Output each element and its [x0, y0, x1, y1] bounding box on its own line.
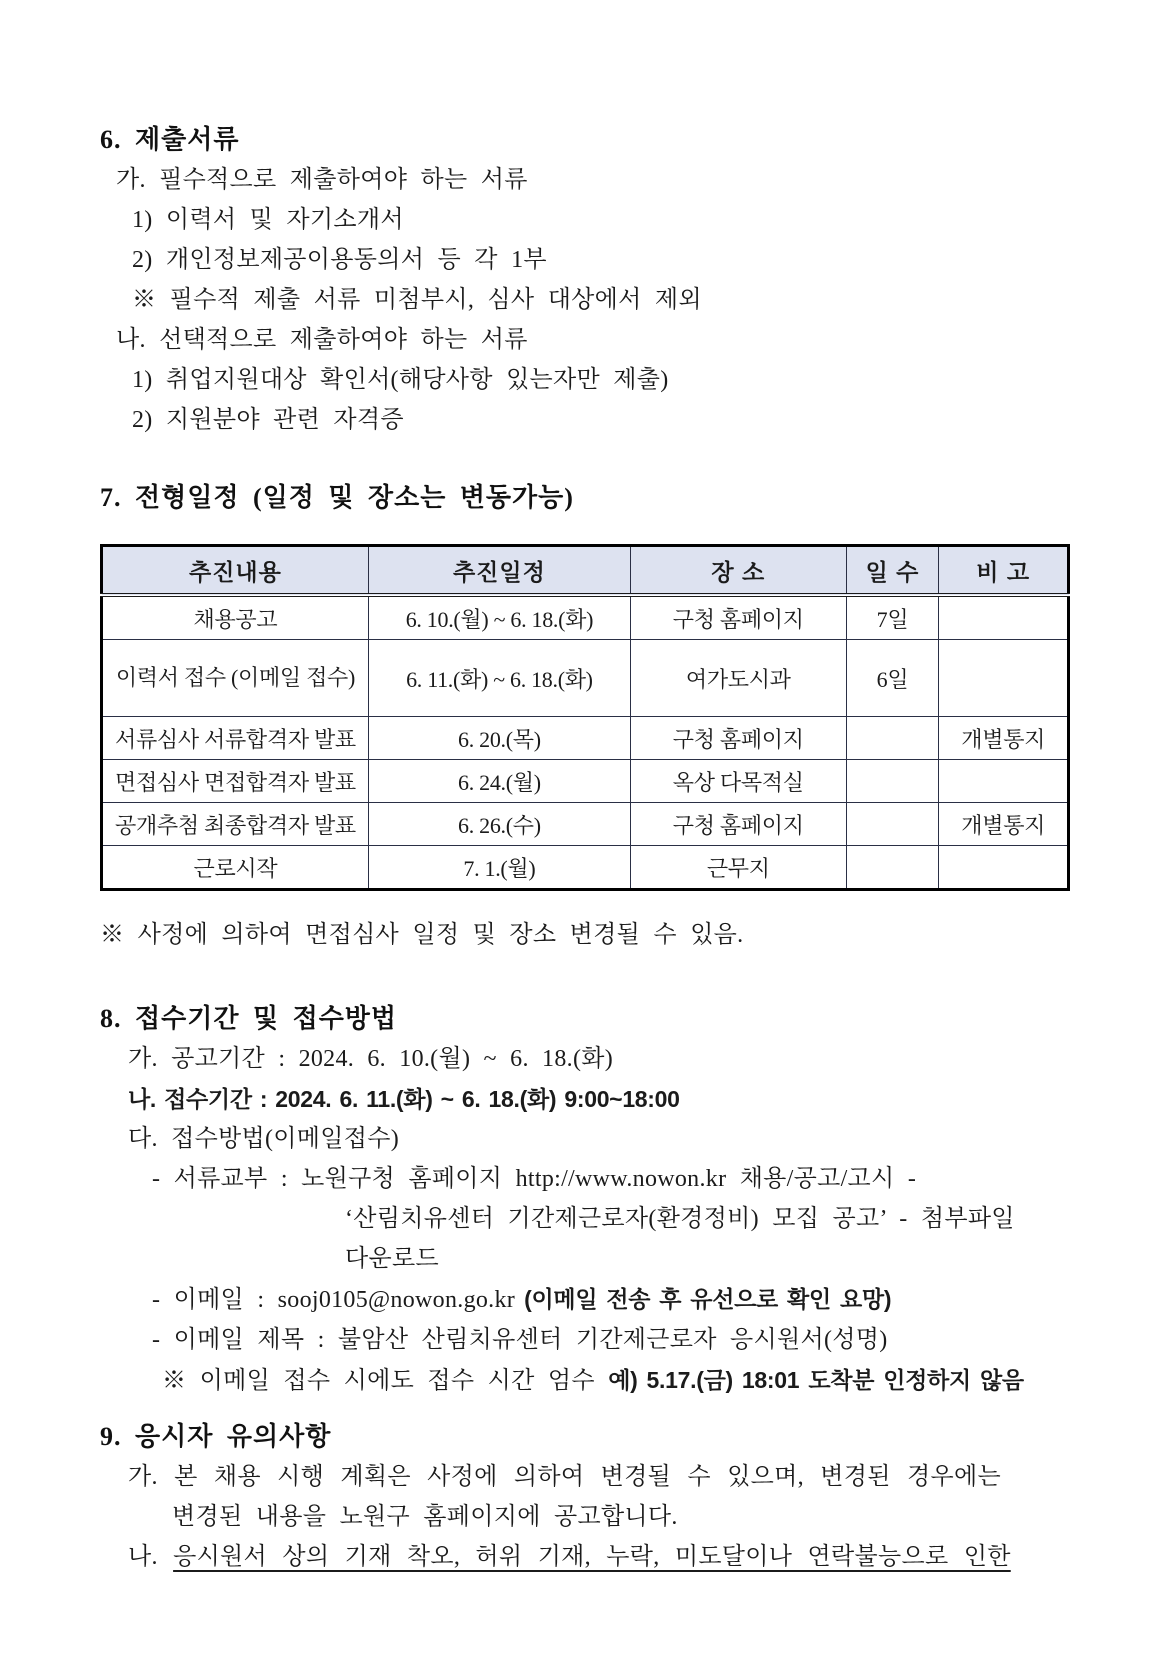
email-warning-bold: (이메일 전송 후 유선으로 확인 요망) [515, 1286, 892, 1312]
table-row [102, 717, 1069, 760]
application-method-line: 다. 접수방법(이메일접수) [128, 1126, 400, 1152]
table-cell: 채용공고 [102, 595, 369, 640]
table-cell: 근무지 [630, 846, 846, 890]
table-row [102, 846, 1069, 890]
section-9-title: 9. 응시자 유의사항 [100, 1422, 332, 1451]
table-cell: 7. 1.(월) [368, 846, 630, 890]
notice-period-line: 가. 공고기간 : 2024. 6. 10.(월) ~ 6. 18.(화) [128, 1046, 614, 1072]
table-cell: 구청 홈페이지 [630, 595, 846, 640]
table-row [102, 640, 1069, 717]
document-download-line [100, 1159, 1085, 1199]
table-cell [939, 640, 1069, 717]
table-cell: 서류심사 서류합격자 발표 [102, 717, 369, 760]
table-cell: 옥상 다목적실 [630, 760, 846, 803]
caution-line-2: 변경된 내용을 노원구 홈페이지에 공고합니다. [172, 1504, 678, 1530]
table-cell: 공개추첨 최종합격자 발표 [102, 803, 369, 846]
table-header-cell: 추진내용 [102, 546, 369, 596]
table-cell: 6일 [846, 640, 939, 717]
table-cell: 6. 26.(수) [368, 803, 630, 846]
application-period-line: 나. 접수기간 : 2024. 6. 11.(화) ~ 6. 18.(화) 9:00~18:00 [128, 1086, 680, 1112]
section-7 [100, 478, 1085, 955]
table-cell [846, 846, 939, 890]
document-download-wrap-line: ‘산림치유센터 기간제근로자(환경정비) 모집 공고’ - 첨부파일 [345, 1206, 1015, 1232]
table-cell: 구청 홈페이지 [630, 717, 846, 760]
table-row [102, 595, 1069, 640]
table-header-row [102, 546, 1069, 596]
section-6 [100, 120, 1085, 440]
email-deadline-prefix: ※ 이메일 접수 시에도 접수 시간 엄수 [162, 1368, 609, 1394]
section-8 [100, 999, 1085, 1401]
section-7-title: 7. 전형일정 (일정 및 장소는 변동가능) [100, 483, 574, 512]
document-download-last-line: 다운로드 [345, 1246, 439, 1272]
section-6-line-note: ※ 필수적 제출 서류 미첨부시, 심사 대상에서 제외 [132, 287, 702, 313]
section-6-title: 6. 제출서류 [100, 125, 240, 154]
schedule-change-note: ※ 사정에 의하여 면접심사 일정 및 장소 변경될 수 있음. [100, 922, 744, 948]
table-cell [939, 595, 1069, 640]
email-subject-line: - 이메일 제목 : 불암산 산림치유센터 기간제근로자 응시원서(성명) [152, 1327, 888, 1353]
section-6-line-2: 2) 개인정보제공이용동의서 등 각 1부 [132, 247, 547, 273]
table-header-cell: 일 수 [846, 546, 939, 596]
caution-line-3-prefix: 나. [128, 1544, 174, 1570]
schedule-table [100, 544, 1070, 891]
email-deadline-bold: 예) 5.17.(금) 18:01 도착분 인정하지 않음 [608, 1367, 1024, 1393]
table-cell: 6. 24.(월) [368, 760, 630, 803]
table-cell [939, 760, 1069, 803]
section-6-line-1: 1) 이력서 및 자기소개서 [132, 207, 404, 233]
section-6-line-4: 2) 지원분야 관련 자격증 [132, 407, 404, 433]
table-cell [846, 803, 939, 846]
table-cell: 6. 20.(목) [368, 717, 630, 760]
table-cell: 근로시작 [102, 846, 369, 890]
table-header-cell: 추진일정 [368, 546, 630, 596]
table-row [102, 760, 1069, 803]
table-cell: 면접심사 면접합격자 발표 [102, 760, 369, 803]
section-6-line-3: 1) 취업지원대상 확인서(해당사항 있는자만 제출) [132, 367, 669, 393]
document-download-prefix: - 서류교부 : 노원구청 홈페이지 [152, 1166, 516, 1192]
email-deadline-note [100, 1360, 1085, 1401]
email-address-text: sooj0105@nowon.go.kr [277, 1287, 516, 1313]
table-header-cell: 장 소 [630, 546, 846, 596]
table-cell [939, 846, 1069, 890]
table-cell: 구청 홈페이지 [630, 803, 846, 846]
document-download-suffix: 채용/공고/고시 - [726, 1166, 917, 1192]
section-6-line-ga: 가. 필수적으로 제출하여야 하는 서류 [116, 167, 528, 193]
table-cell [846, 760, 939, 803]
section-8-title: 8. 접수기간 및 접수방법 [100, 1004, 398, 1033]
caution-line-3 [100, 1537, 1085, 1577]
table-cell: 개별통지 [939, 717, 1069, 760]
table-cell: 6. 10.(월) ~ 6. 18.(화) [368, 595, 630, 640]
table-cell: 여가도시과 [630, 640, 846, 717]
table-header-cell: 비 고 [939, 546, 1069, 596]
table-cell: 7일 [846, 595, 939, 640]
website-url-text: http://www.nowon.kr [515, 1166, 727, 1192]
caution-underlined-text: 응시원서 상의 기재 착오, 허위 기재, 누락, 미도달이나 연락불능으로 인한 [173, 1544, 1011, 1570]
email-line [100, 1279, 1085, 1320]
section-6-line-na: 나. 선택적으로 제출하여야 하는 서류 [116, 327, 528, 353]
table-cell: 개별통지 [939, 803, 1069, 846]
caution-line-1: 가. 본 채용 시행 계획은 사정에 의하여 변경될 수 있으며, 변경된 경우에는 [128, 1464, 1001, 1490]
table-row [102, 803, 1069, 846]
table-cell: 6. 11.(화) ~ 6. 18.(화) [368, 640, 630, 717]
section-9 [100, 1417, 1085, 1577]
table-cell [846, 717, 939, 760]
table-cell: 이력서 접수 (이메일 접수) [102, 640, 369, 717]
email-label: - 이메일 : [152, 1287, 278, 1313]
